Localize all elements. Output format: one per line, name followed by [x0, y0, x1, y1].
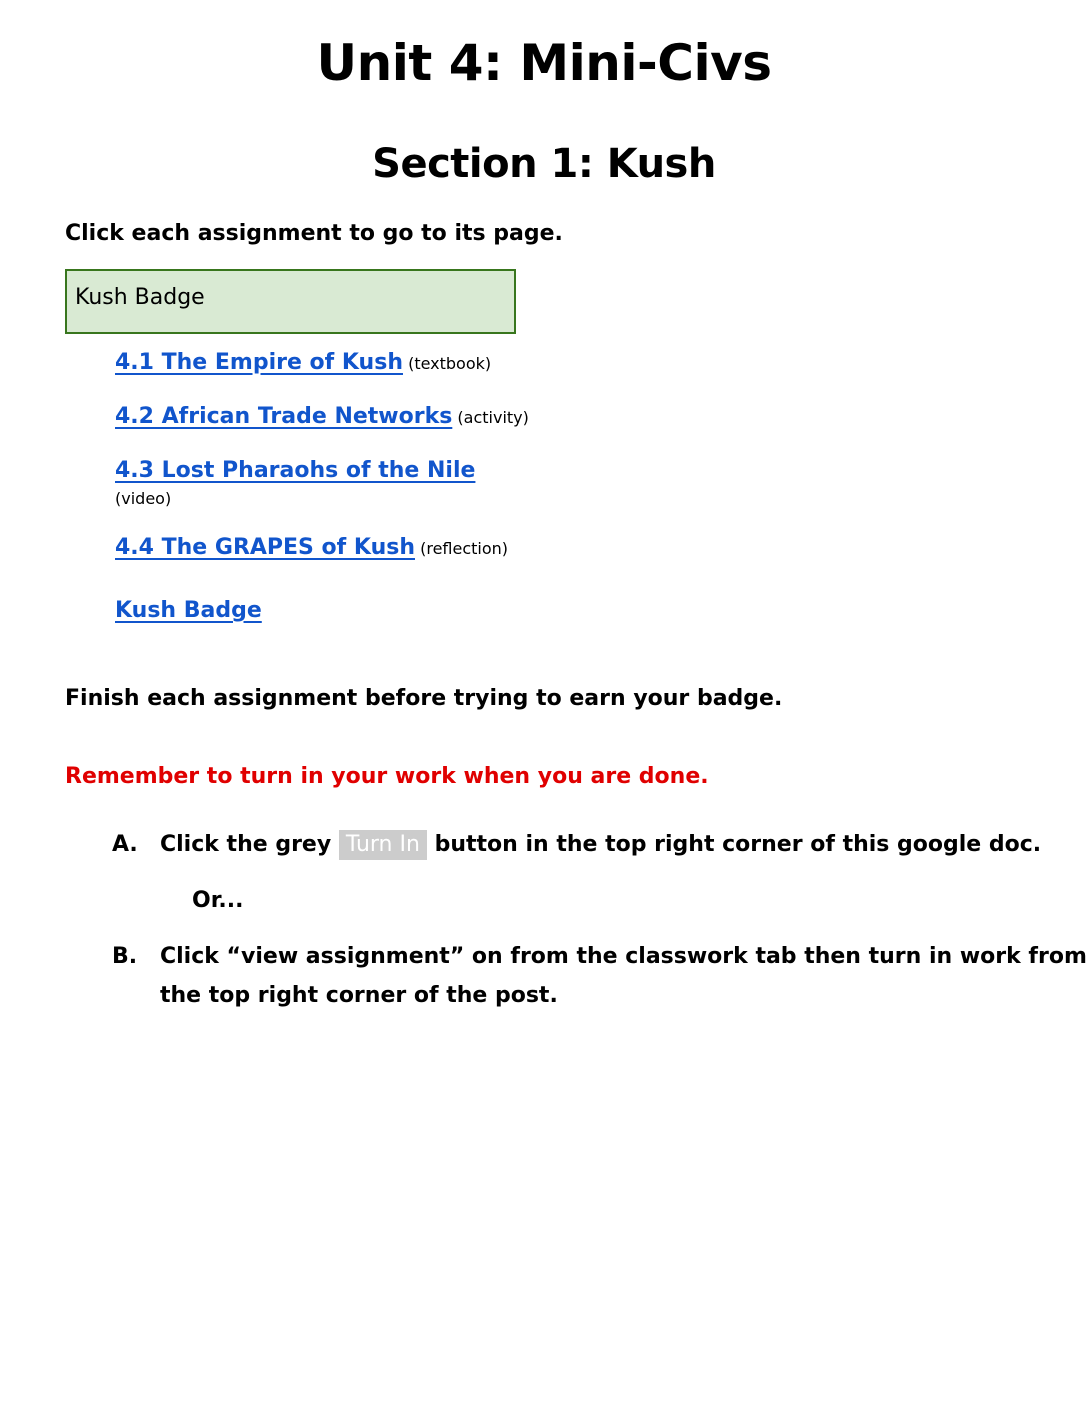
assignment-note-reflection: (reflection)	[420, 539, 509, 558]
assignment-note-activity: (activity)	[457, 408, 529, 427]
assignment-row-4-3	[115, 456, 475, 487]
step-b-line-2: the top right corner of the post.	[160, 983, 558, 1008]
kush-badge-box	[65, 269, 516, 334]
step-a-marker: A.	[112, 832, 138, 857]
step-a-before: Click the grey	[160, 832, 332, 857]
step-a-after: button in the top right corner of this google doc.	[434, 832, 1042, 857]
link-lost-pharaohs-of-the-nile[interactable]: 4.3 Lost Pharaohs of the Nile	[115, 458, 476, 483]
assignment-row-4-1	[115, 348, 491, 379]
step-b-marker: B.	[112, 944, 138, 969]
step-b-line-1: Click “view assignment” on from the classwork tab then turn in work from	[160, 944, 1087, 969]
reminder-text: Remember to turn in your work when you are done.	[65, 764, 709, 789]
assignment-row-4-4	[115, 533, 508, 564]
document-title: Unit 4: Mini-Civs	[316, 34, 772, 92]
kush-badge-box-label: Kush Badge	[75, 285, 205, 310]
intro-text: Click each assignment to go to its page.	[65, 221, 563, 246]
or-text: Or...	[192, 888, 244, 913]
assignment-note-video: (video)	[115, 489, 172, 508]
link-african-trade-networks[interactable]: 4.2 African Trade Networks	[115, 404, 453, 429]
link-empire-of-kush[interactable]: 4.1 The Empire of Kush	[115, 350, 403, 375]
assignment-note-textbook: (textbook)	[408, 354, 492, 373]
turn-in-button-image: Turn In	[339, 830, 427, 860]
step-a-text	[160, 830, 1041, 860]
assignment-row-4-2	[115, 402, 529, 433]
link-grapes-of-kush[interactable]: 4.4 The GRAPES of Kush	[115, 535, 415, 560]
link-kush-badge[interactable]: Kush Badge	[115, 598, 262, 623]
finish-text: Finish each assignment before trying to earn your badge.	[65, 686, 783, 711]
assignment-row-kush-badge	[115, 596, 262, 627]
section-heading: Section 1: Kush	[372, 141, 716, 187]
